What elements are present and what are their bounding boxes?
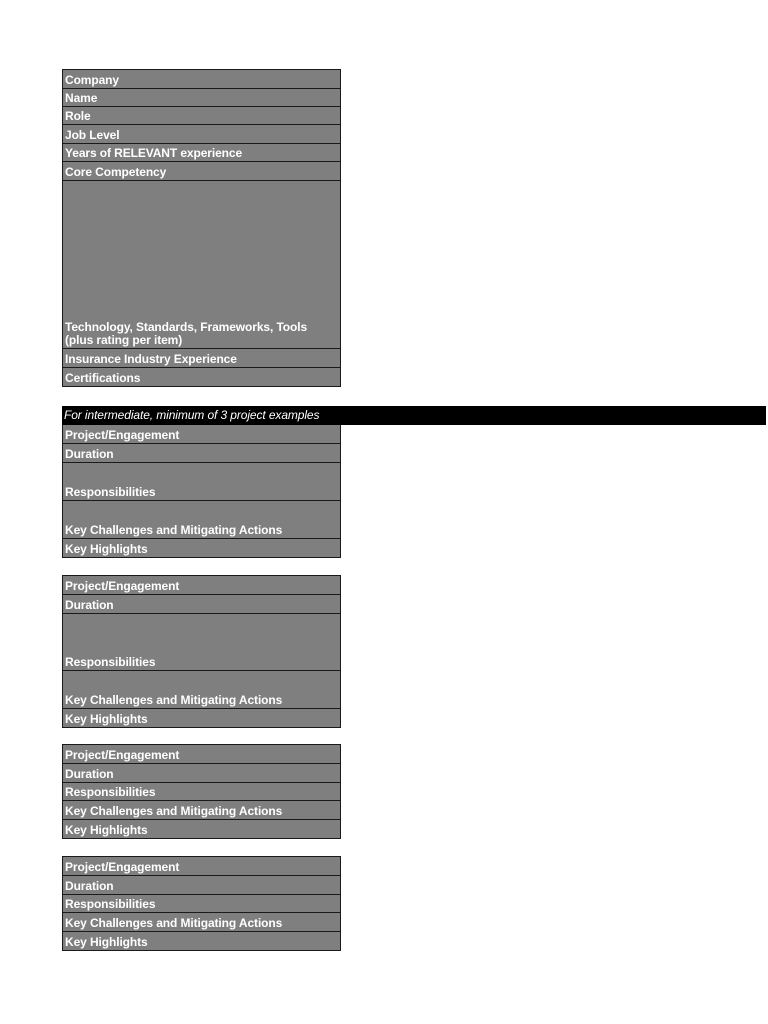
duration-field[interactable]: Duration	[62, 876, 341, 895]
project-engagement-field[interactable]: Project/Engagement	[62, 745, 341, 764]
project-engagement-field[interactable]: Project/Engagement	[62, 425, 341, 444]
intermediate-note-banner: For intermediate, minimum of 3 project examples	[62, 406, 766, 425]
key-challenges-field[interactable]: Key Challenges and Mitigating Actions	[62, 913, 341, 932]
role-field[interactable]: Role	[62, 107, 341, 125]
responsibilities-field[interactable]: Responsibilities	[62, 895, 341, 913]
responsibilities-field[interactable]: Responsibilities	[62, 463, 341, 501]
technology-field[interactable]: Technology, Standards, Frameworks, Tools (plus rating per item)	[62, 181, 341, 349]
duration-field[interactable]: Duration	[62, 764, 341, 783]
job-level-field[interactable]: Job Level	[62, 125, 341, 144]
duration-field[interactable]: Duration	[62, 595, 341, 614]
project-engagement-field[interactable]: Project/Engagement	[62, 857, 341, 876]
key-highlights-field[interactable]: Key Highlights	[62, 820, 341, 839]
key-challenges-field[interactable]: Key Challenges and Mitigating Actions	[62, 501, 341, 539]
key-highlights-field[interactable]: Key Highlights	[62, 932, 341, 951]
duration-field[interactable]: Duration	[62, 444, 341, 463]
years-experience-field[interactable]: Years of RELEVANT experience	[62, 144, 341, 162]
project-table-3	[62, 744, 341, 839]
certifications-field[interactable]: Certifications	[62, 368, 341, 387]
core-competency-field[interactable]: Core Competency	[62, 162, 341, 181]
key-highlights-field[interactable]: Key Highlights	[62, 709, 341, 728]
project-table-2	[62, 575, 341, 728]
key-highlights-field[interactable]: Key Highlights	[62, 539, 341, 558]
responsibilities-field[interactable]: Responsibilities	[62, 614, 341, 671]
company-field[interactable]: Company	[62, 70, 341, 89]
key-challenges-field[interactable]: Key Challenges and Mitigating Actions	[62, 801, 341, 820]
project-engagement-field[interactable]: Project/Engagement	[62, 576, 341, 595]
project-table-1	[62, 425, 341, 558]
responsibilities-field[interactable]: Responsibilities	[62, 783, 341, 801]
insurance-experience-field[interactable]: Insurance Industry Experience	[62, 349, 341, 368]
name-field[interactable]: Name	[62, 89, 341, 107]
project-table-4	[62, 856, 341, 951]
profile-table	[62, 69, 341, 387]
key-challenges-field[interactable]: Key Challenges and Mitigating Actions	[62, 671, 341, 709]
